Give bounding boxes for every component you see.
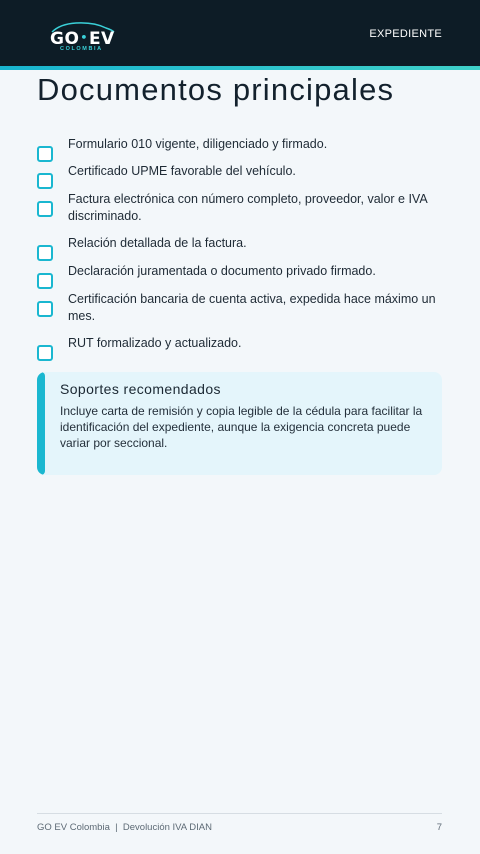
checklist-item [37,335,442,363]
checkbox-icon[interactable] [37,301,53,317]
checklist-item [37,263,442,291]
checklist-item [37,235,442,263]
header-bar [0,0,480,66]
recommended-supports-callout [37,372,442,475]
checklist-item [37,291,442,335]
callout-text: Incluye carta de remisión y copia legible de la cédula para facilitar la identificación del expediente, aunque la exigencia concreta puede variar por seccional. [60,404,423,450]
header-section-label: EXPEDIENTE [369,28,442,40]
checkbox-icon[interactable] [37,245,53,261]
logo-subtitle: COLOMBIA [60,46,103,52]
document-checklist [37,136,442,363]
checkbox-icon[interactable] [37,146,53,162]
logo-dot: • [80,31,88,44]
footer-text: GO EV Colombia | Devolución IVA DIAN [37,822,212,833]
checklist-item-text: Certificación bancaria de cuenta activa, expedida hace máximo un mes. [68,292,436,323]
checkbox-icon[interactable] [37,201,53,217]
callout-accent-bar [37,372,45,475]
footer-divider [37,813,442,814]
checklist-item-text: Formulario 010 vigente, diligenciado y firmado. [68,137,328,151]
logo-text-ev: EV [88,29,115,49]
checklist-item-text: Declaración juramentada o documento privado firmado. [68,264,376,278]
checklist-item-text: Certificado UPME favorable del vehículo. [68,164,296,178]
checklist-item-text: RUT formalizado y actualizado. [68,336,242,350]
page-number: 7 [436,822,442,833]
checkbox-icon[interactable] [37,345,53,361]
checkbox-icon[interactable] [37,173,53,189]
logo-text-go: GO [50,29,80,49]
checklist-item [37,191,442,235]
checklist-item-text: Relación detallada de la factura. [68,236,247,250]
checkbox-icon[interactable] [37,273,53,289]
checklist-item-text: Factura electrónica con número completo, proveedor, valor e IVA discriminado. [68,192,427,223]
callout-title: Soportes recomendados [60,381,221,397]
checklist-item [37,136,442,163]
go-ev-logo [48,20,118,56]
checklist-item [37,163,442,191]
page-title: Documentos principales [37,72,395,107]
